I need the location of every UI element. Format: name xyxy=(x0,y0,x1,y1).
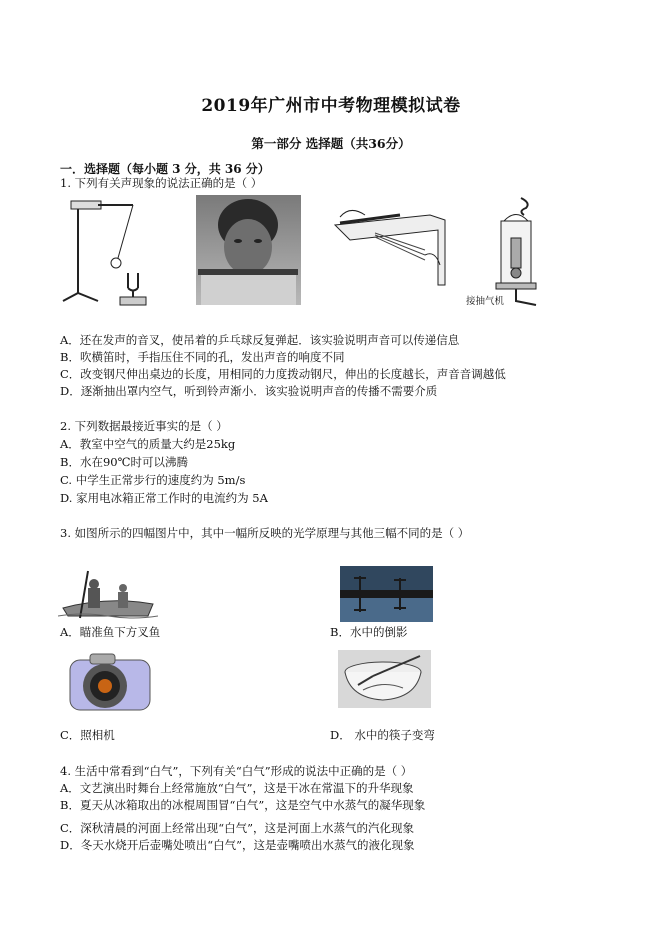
q4-option-b: B．夏天从冰箱取出的冰棍周围冒“白气”，这是空气中水蒸气的凝华现象 xyxy=(60,798,426,812)
q3-caption-d: D． 水中的筷子变弯 xyxy=(330,728,435,742)
q2-stem: 2. 下列数据最接近事实的是（ ） xyxy=(60,419,228,433)
q2-option-b: B．水在90℃时可以沸腾 xyxy=(60,455,188,469)
q1-option-a: A．还在发声的音叉，使吊着的乒乓球反复弹起．该实验说明声音可以传递信息 xyxy=(60,333,460,347)
q3-caption-c: C．照相机 xyxy=(60,728,115,742)
camera-figure xyxy=(60,650,160,716)
q2-option-c: C. 中学生正常步行的速度约为 5m/s xyxy=(60,473,246,487)
q4-option-c: C．深秋清晨的河面上经常出现“白气”，这是河面上水蒸气的汽化现象 xyxy=(60,821,415,835)
ruler-figure xyxy=(330,195,450,295)
section-heading: 一．选择题（每小题 3 分，共 36 分） xyxy=(60,162,270,176)
q1-option-c: C．改变钢尺伸出桌边的长度，用相同的力度拨动钢尺，伸出的长度越长，声音音调越低 xyxy=(60,367,506,381)
page-title: 2019年广州市中考物理模拟试卷 xyxy=(201,96,461,116)
q4-option-d: D．冬天水烧开后壶嘴处喷出“白气”，这是壶嘴喷出水蒸气的液化现象 xyxy=(60,838,415,852)
flute-boy-photo xyxy=(196,195,301,305)
pump-label: 接抽气机 xyxy=(466,296,505,307)
q2-option-d: D. 家用电冰箱正常工作时的电流约为 5A xyxy=(60,491,268,505)
part-heading: 第一部分 选择题（共36分） xyxy=(251,136,411,151)
q3-stem: 3. 如图所示的四幅图片中，其中一幅所反映的光学原理与其他三幅不同的是（ ） xyxy=(60,526,470,540)
q1-stem: 1. 下列有关声现象的说法正确的是（ ） xyxy=(60,176,263,190)
tuning-fork-figure xyxy=(58,193,158,311)
q4-stem: 4. 生活中常看到“白气”，下列有关“白气”形成的说法中正确的是（ ） xyxy=(60,764,413,778)
q4-option-a: A．文艺演出时舞台上经常施放“白气”，这是干冰在常温下的升华现象 xyxy=(60,781,414,795)
q2-option-a: A．教室中空气的质量大约是25kg xyxy=(60,437,236,451)
q3-caption-a: A．瞄准鱼下方叉鱼 xyxy=(60,625,161,639)
reflection-photo xyxy=(340,566,433,622)
spear-fishing-figure xyxy=(58,566,158,620)
q1-option-d: D．逐渐抽出罩内空气，听到铃声渐小．该实验说明声音的传播不需要介质 xyxy=(60,384,438,398)
q1-option-b: B．吹横笛时，手指压住不同的孔，发出声音的响度不同 xyxy=(60,350,345,364)
q3-caption-b: B．水中的倒影 xyxy=(330,625,408,639)
bent-chopstick-photo xyxy=(338,650,431,708)
